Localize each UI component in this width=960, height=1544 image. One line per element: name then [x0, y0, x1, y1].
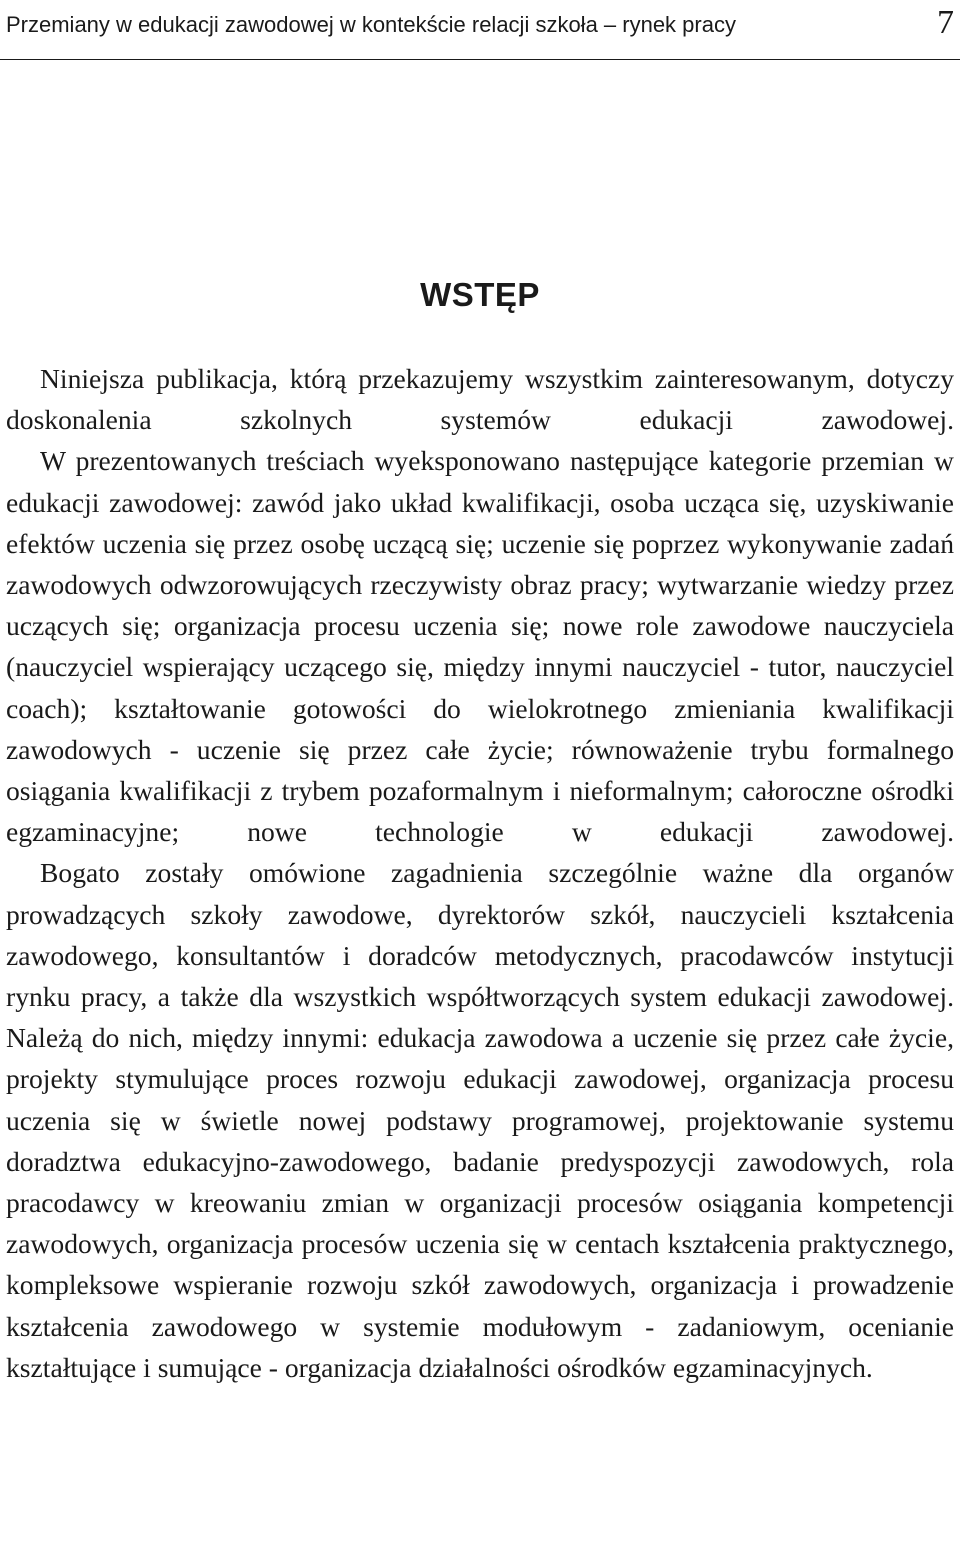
paragraph-topics: Bogato zostały omówione zagadnienia szczególnie ważne dla organów prowadzących szkoły zawodowe, dyrektorów szkół, nauczycieli kształcenia zawodowego, konsultantów i doradców metodycznych, pracodawców instytucji rynku pracy, a także dla wszystkich współtworzących system edukacji zawodowej. Należą do nich, między innymi: edukacja zawodowa a uczenie się przez całe życie, projekty stymulujące proces rozwoju edukacji zawodowej, organizacja procesu uczenia się w świetle nowej podstawy programowej, projektowanie systemu doradztwa edukacyjno-zawodowego, badanie predyspozycji zawodowych, rola pracodawcy w kreowaniu zmian w organizacji procesów osiągania kompetencji zawodowych, organizacja procesów uczenia się w centach kształcenia praktycznego, kompleksowe wspieranie rozwoju szkół zawodowych, organizacja i prowadzenie kształcenia zawodowego w systemie modułowym - zadaniowym, ocenianie kształtujące i sumujące - organizacja działalności ośrodków egzaminacyjnych. — [6, 857, 954, 1383]
running-header — [0, 0, 960, 60]
section-title: WSTĘP — [420, 276, 540, 313]
running-title: Przemiany w edukacji zawodowej w kontekście relacji szkoła – rynek pracy — [6, 12, 736, 37]
paragraph-categories: W prezentowanych treściach wyeksponowano następujące kategorie przemian w edukacji zawodowej: zawód jako układ kwalifikacji, osoba ucząca się, uzyskiwanie efektów uczenia się przez osobę uczącą się; uczenie się poprzez wykonywanie zadań zawodowych odwzorowujących rzeczywisty obraz pracy; wytwarzanie wiedzy przez uczących się; organizacja procesu uczenia się; nowe role zawodowe nauczyciela (nauczyciel wspierający uczącego się, między innymi nauczyciel - tutor, nauczyciel coach); kształtowanie gotowości do wielokrotnego zmieniania kwalifikacji zawodowych - uczenie się przez całe życie; równoważenie trybu formalnego osiągania kwalifikacji z trybem pozaformalnym i nieformalnym; całoroczne ośrodki egzaminacyjne; nowe technologie w edukacji zawodowej. — [6, 445, 954, 848]
body-text — [6, 358, 954, 1388]
paragraph-intro: Niniejsza publikacja, którą przekazujemy wszystkim zainteresowanym, dotyczy doskonalenia szkolnych systemów edukacji zawodowej. — [6, 363, 954, 436]
page-number: 7 — [937, 4, 954, 41]
